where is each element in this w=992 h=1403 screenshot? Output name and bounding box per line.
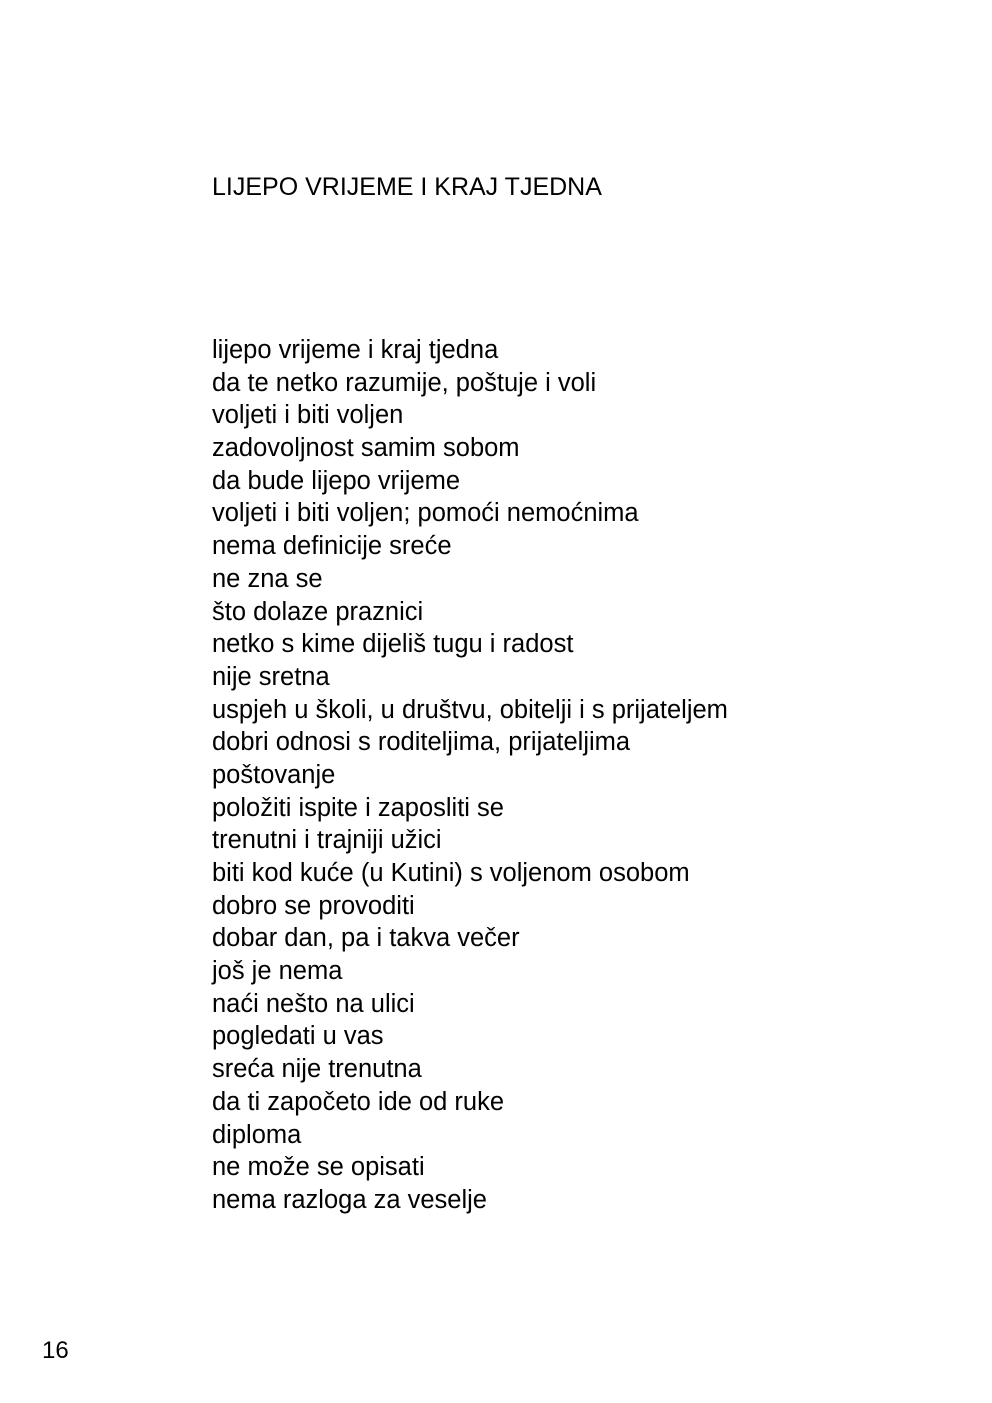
poem-line: poštovanje (212, 760, 336, 789)
poem-line: dobro se provoditi (212, 891, 415, 920)
poem-body (212, 334, 728, 1217)
poem-line: sreća nije trenutna (212, 1055, 422, 1084)
poem-line: trenutni i trajniji užici (212, 826, 442, 855)
poem-line: položiti ispite i zaposliti se (212, 793, 504, 822)
page-number: 16 (42, 1337, 69, 1364)
poem-line: diploma (212, 1120, 302, 1149)
poem-line: nema razloga za veselje (212, 1185, 487, 1214)
poem-line: nije sretna (212, 662, 330, 691)
poem-line: naći nešto na ulici (212, 989, 415, 1018)
poem-line: uspjeh u školi, u društvu, obitelji i s prijateljem (212, 695, 728, 724)
poem-title: LIJEPO VRIJEME I KRAJ TJEDNA (212, 173, 602, 201)
poem-line: ne može se opisati (212, 1153, 425, 1182)
poem-line: pogledati u vas (212, 1022, 384, 1051)
poem-line: biti kod kuće (u Kutini) s voljenom osobom (212, 859, 690, 887)
poem-line: voljeti i biti voljen (212, 401, 404, 430)
poem-line: lijepo vrijeme i kraj tjedna (212, 336, 499, 364)
poem-line: ne zna se (212, 564, 323, 593)
poem-line: voljeti i biti voljen; pomoći nemoćnima (212, 499, 639, 528)
poem-line: netko s kime dijeliš tugu i radost (212, 630, 574, 659)
poem-line: da bude lijepo vrijeme (212, 466, 461, 495)
poem-line: da ti započeto ide od ruke (212, 1087, 505, 1116)
poem-line: zadovoljnost samim sobom (212, 434, 520, 463)
poem-line: još je nema (212, 957, 343, 986)
poem-line: nema definicije sreće (212, 532, 452, 561)
poem-line: dobri odnosi s roditeljima, prijateljima (212, 728, 631, 757)
poem-line: da te netko razumije, poštuje i voli (212, 368, 597, 397)
poem-line: dobar dan, pa i takva večer (212, 924, 520, 953)
poem-line: što dolaze praznici (212, 597, 424, 626)
